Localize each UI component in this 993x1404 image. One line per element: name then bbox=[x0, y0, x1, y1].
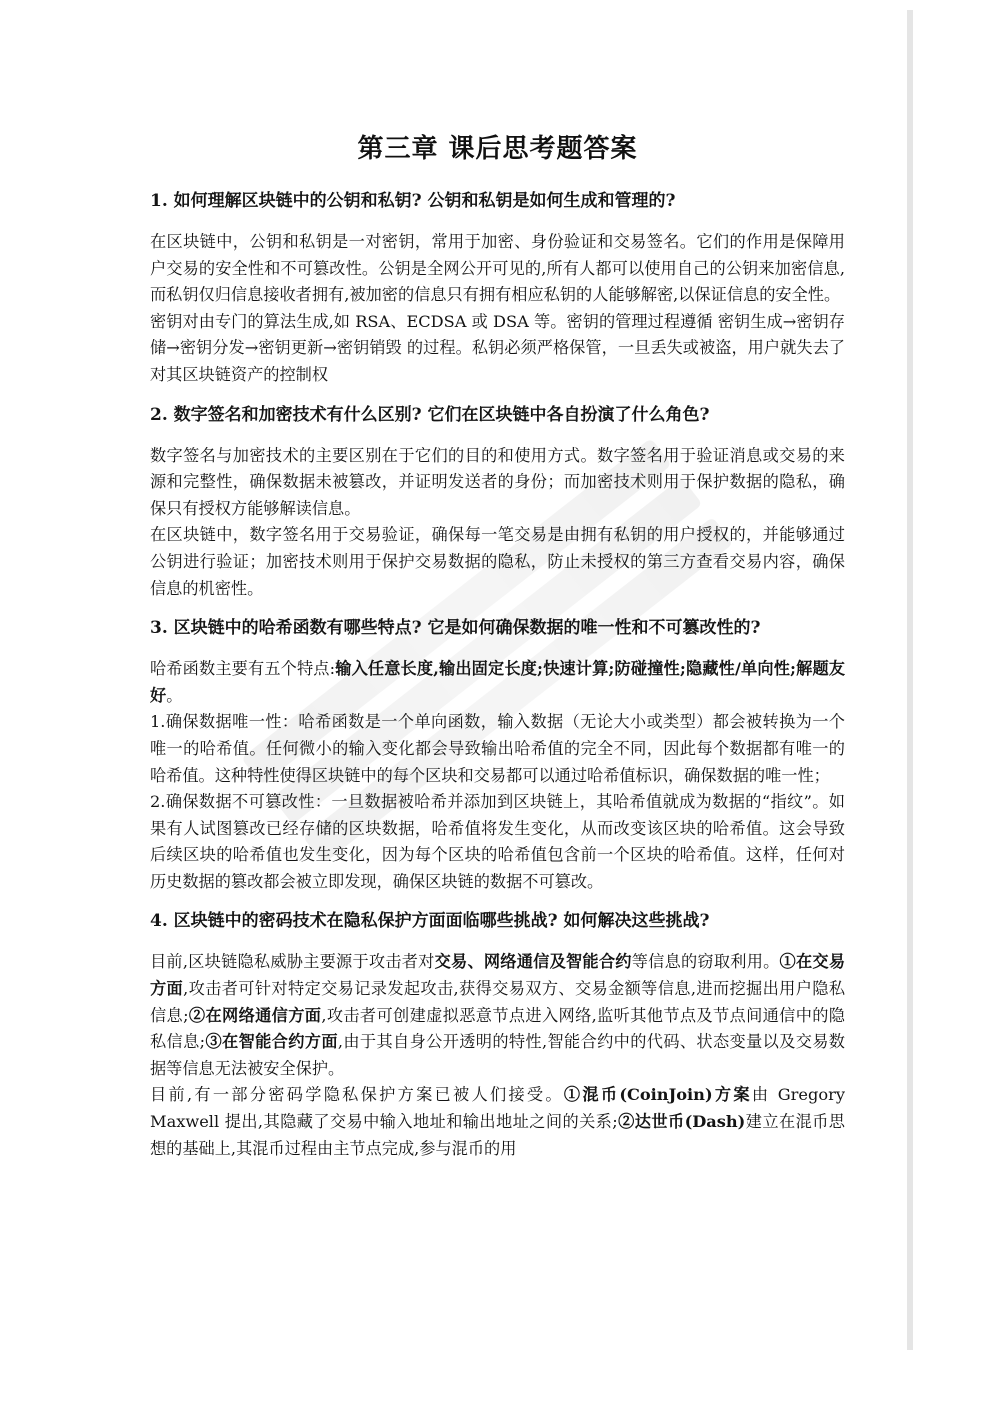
body-text: ,攻击者可针对特定交易记录发起攻击,获得交易双方、交易金额等信息,进而挖掘出用户隐私信息; bbox=[150, 979, 846, 1025]
answer-4-paragraph-1 bbox=[150, 949, 845, 1082]
body-text: 目前,有一部分密码学隐私保护方案已被人们接受。 bbox=[150, 1085, 564, 1105]
question-2-heading: 2. 数字签名和加密技术有什么区别? 它们在区块链中各自扮演了什么角色? bbox=[150, 404, 710, 425]
emphasis-text: ①在交易方面 bbox=[150, 952, 846, 999]
body-text: 建立在混币思想的基础上,其混币过程由主节点完成,参与混币的用 bbox=[150, 1112, 845, 1158]
answer-1-paragraph-2: 密钥对由专门的算法生成,如 RSA、ECDSA 或 DSA 等。密钥的管理过程遵循 密钥生成→密钥存储→密钥分发→密钥更新→密钥销毁 的过程。私钥必须严格保管，一旦丢失或被盗，用户就失去了对其区块链资产的控制权 bbox=[150, 311, 845, 384]
answer-2-paragraph-2: 在区块链中，数字签名用于交易验证，确保每一笔交易是由拥有私钥的用户授权的，并能够通过公钥进行验证；加密技术则用于保护交易数据的隐私，防止未授权的第三方查看交易内容，确保信息的机密性。 bbox=[150, 525, 845, 598]
emphasis-text: ②在网络通信方面 bbox=[188, 1005, 322, 1025]
emphasis-text: ③在智能合约方面 bbox=[205, 1032, 338, 1052]
document-content bbox=[150, 128, 845, 1162]
body-text: 由 Gregory Maxwell 提出,其隐藏了交易中输入地址和输出地址之间的关系; bbox=[150, 1085, 845, 1132]
answer-3-intro bbox=[150, 656, 845, 709]
answer-3-paragraph-1: 1.确保数据唯一性：哈希函数是一个单向函数，输入数据（无论大小或类型）都会被转换为一个唯一的哈希值。任何微小的输入变化都会导致输出哈希值的完全不同，因此每个数据都有唯一的哈希值。这种特性使得区块链中的每个区块和交易都可以通过哈希值标识，确保数据的唯一性； bbox=[150, 712, 845, 785]
answer-3-intro-text: 哈希函数主要有五个特点: bbox=[150, 659, 336, 679]
emphasis-text: 交易、网络通信及智能合约 bbox=[434, 952, 632, 972]
answer-4-paragraph-2 bbox=[150, 1082, 845, 1162]
body-text: ,攻击者可创建虚拟恶意节点进入网络,监听其他节点及节点间通信中的隐私信息; bbox=[150, 1005, 845, 1052]
answer-2-paragraph-1: 数字签名与加密技术的主要区别在于它们的目的和使用方式。数字签名用于验证消息或交易的来源和完整性，确保数据未被篡改，并证明发送者的身份；而加密技术则用于保护数据的隐私，确保只有授权方能够解读信息。 bbox=[150, 445, 845, 518]
answer-3-features: 输入任意长度,输出固定长度;快速计算;防碰撞性;隐藏性/单向性;解题友好 bbox=[150, 659, 845, 705]
answer-1-paragraph-1: 在区块链中，公钥和私钥是一对密钥，常用于加密、身份验证和交易签名。它们的作用是保障用户交易的安全性和不可篡改性。公钥是全网公开可见的,所有人都可以使用自己的公钥来加密信息,而私钥仅归信息接收者拥有,被加密的信息只有拥有相应私钥的人能够解密,以保证信息的安全性。 bbox=[150, 232, 845, 305]
page-title: 第三章 课后思考题答案 bbox=[357, 134, 638, 164]
emphasis-text: ②达世币(Dash) bbox=[617, 1112, 746, 1132]
question-4-heading: 4. 区块链中的密码技术在隐私保护方面面临哪些挑战? 如何解决这些挑战? bbox=[150, 911, 710, 932]
emphasis-text: ①混币(CoinJoin)方案 bbox=[563, 1085, 752, 1105]
answer-3-paragraph-2: 2.确保数据不可篡改性：一旦数据被哈希并添加到区块链上，其哈希值就成为数据的“指纹”。如果有人试图篡改已经存储的区块数据，哈希值将发生变化，从而改变该区块的哈希值。这会导致后续区块的哈希值也发生变化，因为每个区块的哈希值包含前一个区块的哈希值。这样，任何对历史数据的篡改都会被立即发现，确保区块链的数据不可篡改。 bbox=[150, 792, 845, 891]
question-1-heading: 1. 如何理解区块链中的公钥和私钥? 公钥和私钥是如何生成和管理的? bbox=[150, 191, 676, 211]
body-text: 等信息的窃取利用。 bbox=[631, 952, 780, 972]
body-text: ,由于其自身公开透明的特性,智能合约中的代码、状态变量以及交易数据等信息无法被安全保护。 bbox=[150, 1032, 845, 1078]
question-3-heading: 3. 区块链中的哈希函数有哪些特点? 它是如何确保数据的唯一性和不可篡改性的? bbox=[150, 618, 761, 639]
scan-edge-shadow bbox=[907, 10, 913, 1350]
body-text: 目前,区块链隐私威胁主要源于攻击者对 bbox=[150, 952, 435, 972]
answer-3-intro-end: 。 bbox=[166, 685, 183, 705]
